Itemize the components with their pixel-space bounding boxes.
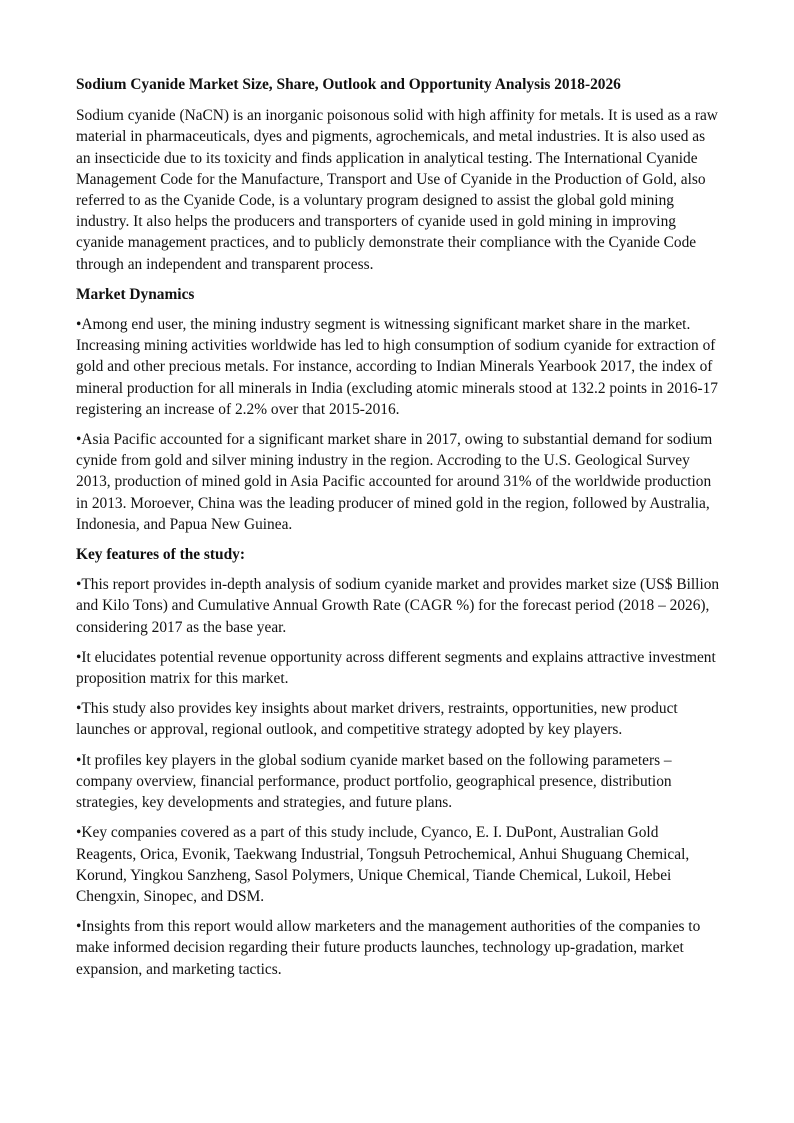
key-features-item: •This report provides in-depth analysis of sodium cyanide market and provides market size (US$ Billion and Kilo Tons) and Cumulative Annual Growth Rate (CAGR %) for the forecast period (2018 – 2026), considering 2017 as the base year. — [76, 576, 720, 636]
key-features-item: •This study also provides key insights about market drivers, restraints, opportunities, new product launches or approval, regional outlook, and competitive strategy adopted by key players. — [76, 700, 678, 739]
key-features-item: •It elucidates potential revenue opportunity across different segments and explains attractive investment proposition matrix for this market. — [76, 648, 716, 688]
intro-paragraph: Sodium cyanide (NaCN) is an inorganic poisonous solid with high affinity for metals. It is used as a raw material in pharmaceuticals, dyes and pigments, agrochemicals, and metal industries. It is also used as an insecticide due to its toxicity and finds application in analytical testing. The International Cyanide Management Code for the Manufacture, Transport and Use of Cyanide in the Production of Gold, also referred to as the Cyanide Code, is a voluntary program designed to assist the global gold mining industry. It also helps the producers and transporters of cyanide used in gold mining in improving cyanide management practices, and to publicly demonstrate their compliance with the Cyanide Code through an independent and transparent process. — [76, 107, 718, 273]
market-dynamics-item: •Asia Pacific accounted for a significant market share in 2017, owing to substantial demand for sodium cynide from gold and silver mining industry in the region. Accroding to the U.S. Geological Survey 2013, production of mined gold in Asia Pacific accounted for around 31% of the worldwide production in 2013. Moroever, China was the leading producer of mined gold in the region, followed by Australia, Indonesia, and Papua New Guinea. — [76, 431, 713, 533]
key-features-item: •Insights from this report would allow marketers and the management authorities of the companies to make informed decision regarding their future products launches, technology up-gradation, market expansion, and marketing tactics. — [76, 918, 701, 978]
market-dynamics-item: •Among end user, the mining industry segment is witnessing significant market share in the market. Increasing mining activities worldwide has led to high consumption of sodium cyanide for extraction of gold and other precious metals. For instance, according to Indian Minerals Yearbook 2017, the index of mineral production for all minerals in India (excluding atomic minerals stood at 132.2 points in 2016-17 registering an increase of 2.2% over that 2015-2016. — [76, 316, 718, 418]
key-features-heading: Key features of the study: — [76, 546, 245, 564]
key-features-item: •It profiles key players in the global sodium cyanide market based on the following parameters – company overview, financial performance, product portfolio, geographical presence, distribution strategies, key developments and strategies, and future plans. — [76, 751, 672, 812]
key-features-item: •Key companies covered as a part of this study include, Cyanco, E. I. DuPont, Australian Gold Reagents, Orica, Evonik, Taekwang Industrial, Tongsuh Petrochemical, Anhui Shuguang Chemical, Korund, Yingkou Sanzheng, Sasol Polymers, Unique Chemical, Tiande Chemical, Lukoil, Hebei Chengxin, Sinopec, and DSM. — [76, 824, 690, 905]
document-title: Sodium Cyanide Market Size, Share, Outlook and Opportunity Analysis 2018-2026 — [76, 76, 621, 93]
document-page — [76, 74, 720, 989]
market-dynamics-heading: Market Dynamics — [76, 285, 195, 303]
